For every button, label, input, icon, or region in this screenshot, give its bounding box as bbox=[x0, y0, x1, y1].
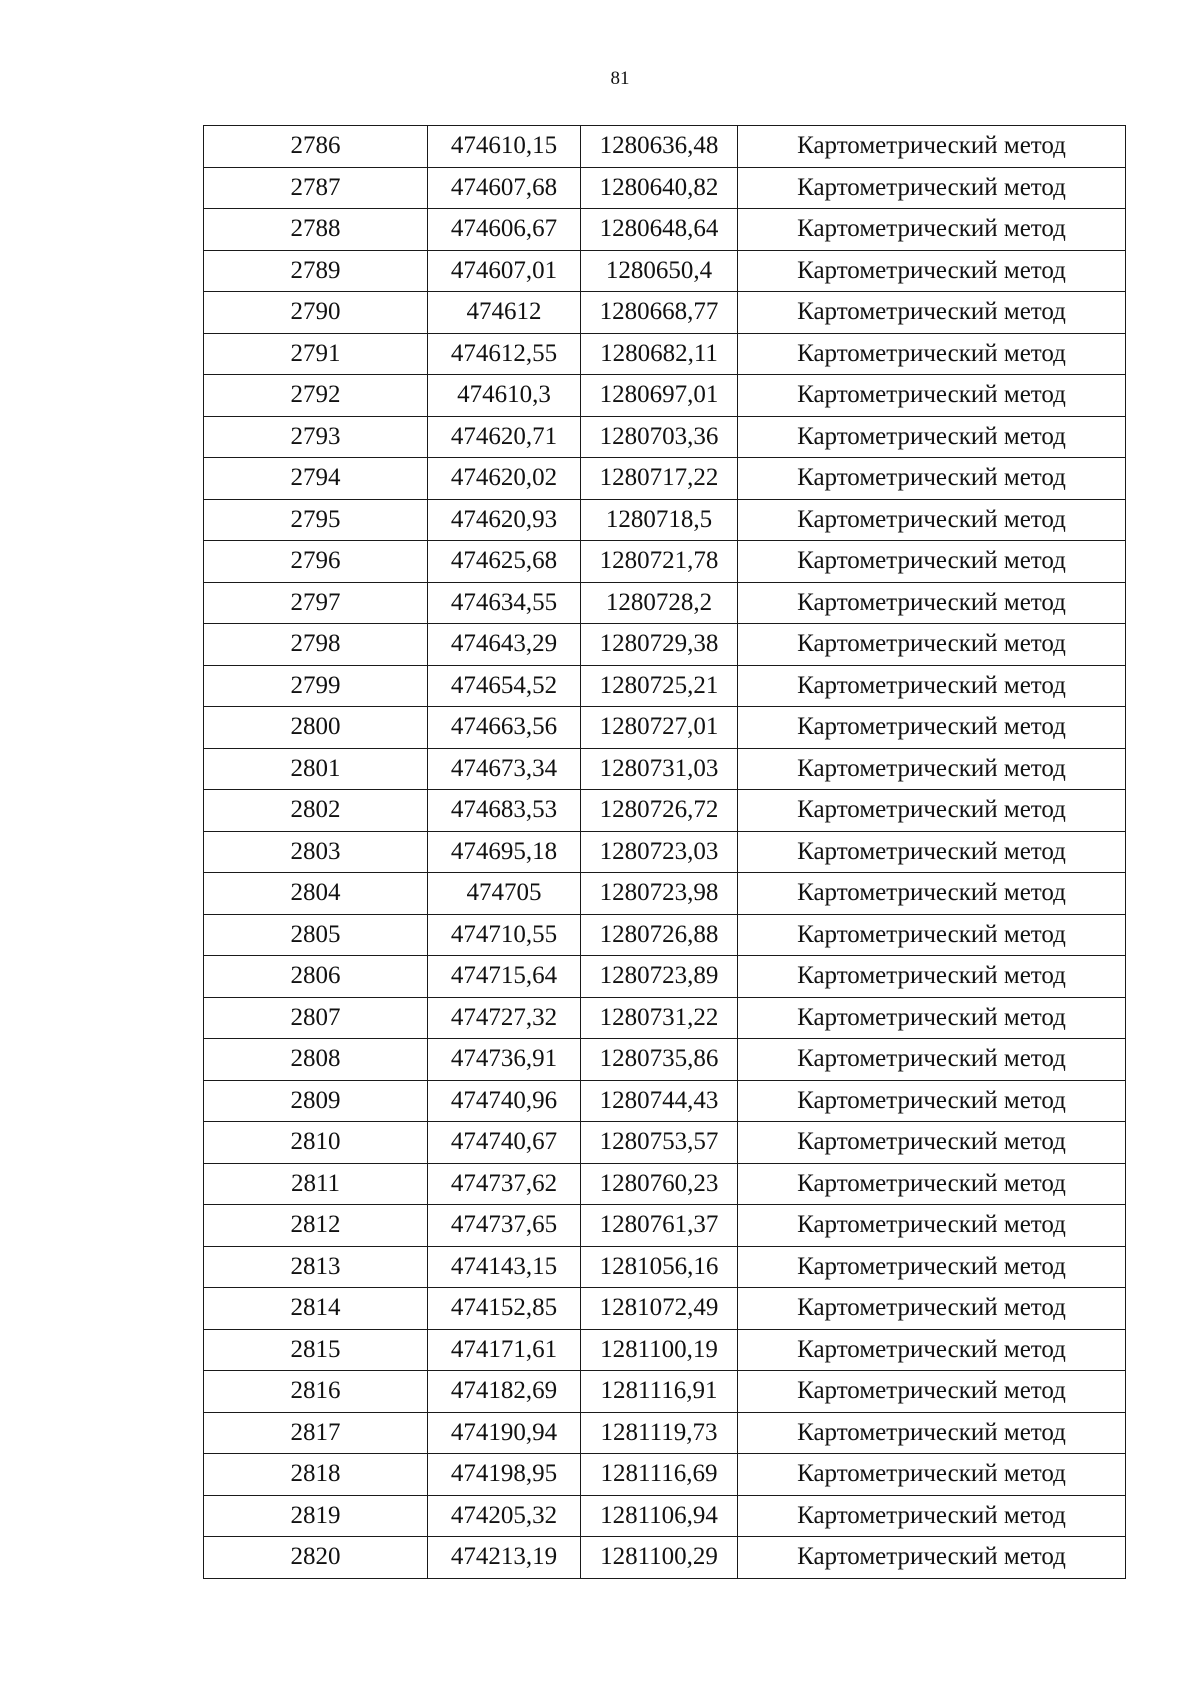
point-number-cell: 2786 bbox=[204, 126, 428, 168]
method-cell: Картометрический метод bbox=[738, 914, 1126, 956]
x-coordinate-cell: 474610,15 bbox=[428, 126, 581, 168]
x-coordinate-cell: 474740,96 bbox=[428, 1080, 581, 1122]
method-cell: Картометрический метод bbox=[738, 1039, 1126, 1081]
table-row bbox=[204, 167, 1126, 209]
point-number-cell: 2806 bbox=[204, 956, 428, 998]
x-coordinate-cell: 474705 bbox=[428, 873, 581, 915]
method-cell: Картометрический метод bbox=[738, 1080, 1126, 1122]
table-row bbox=[204, 1205, 1126, 1247]
table-row bbox=[204, 790, 1126, 832]
x-coordinate-cell: 474612 bbox=[428, 292, 581, 334]
x-coordinate-cell: 474171,61 bbox=[428, 1329, 581, 1371]
point-number-cell: 2787 bbox=[204, 167, 428, 209]
point-number-cell: 2797 bbox=[204, 582, 428, 624]
y-coordinate-cell: 1280682,11 bbox=[581, 333, 738, 375]
table-row bbox=[204, 1454, 1126, 1496]
x-coordinate-cell: 474710,55 bbox=[428, 914, 581, 956]
method-cell: Картометрический метод bbox=[738, 250, 1126, 292]
y-coordinate-cell: 1280735,86 bbox=[581, 1039, 738, 1081]
table-row bbox=[204, 499, 1126, 541]
x-coordinate-cell: 474673,34 bbox=[428, 748, 581, 790]
table-row bbox=[204, 541, 1126, 583]
x-coordinate-cell: 474620,02 bbox=[428, 458, 581, 500]
method-cell: Картометрический метод bbox=[738, 1454, 1126, 1496]
method-cell: Картометрический метод bbox=[738, 956, 1126, 998]
point-number-cell: 2804 bbox=[204, 873, 428, 915]
x-coordinate-cell: 474740,67 bbox=[428, 1122, 581, 1164]
method-cell: Картометрический метод bbox=[738, 167, 1126, 209]
point-number-cell: 2796 bbox=[204, 541, 428, 583]
y-coordinate-cell: 1280723,89 bbox=[581, 956, 738, 998]
y-coordinate-cell: 1280668,77 bbox=[581, 292, 738, 334]
table-row bbox=[204, 333, 1126, 375]
method-cell: Картометрический метод bbox=[738, 458, 1126, 500]
x-coordinate-cell: 474634,55 bbox=[428, 582, 581, 624]
point-number-cell: 2808 bbox=[204, 1039, 428, 1081]
x-coordinate-cell: 474143,15 bbox=[428, 1246, 581, 1288]
x-coordinate-cell: 474213,19 bbox=[428, 1537, 581, 1579]
point-number-cell: 2816 bbox=[204, 1371, 428, 1413]
y-coordinate-cell: 1280648,64 bbox=[581, 209, 738, 251]
point-number-cell: 2788 bbox=[204, 209, 428, 251]
y-coordinate-cell: 1281056,16 bbox=[581, 1246, 738, 1288]
point-number-cell: 2801 bbox=[204, 748, 428, 790]
method-cell: Картометрический метод bbox=[738, 707, 1126, 749]
table-row bbox=[204, 997, 1126, 1039]
y-coordinate-cell: 1280718,5 bbox=[581, 499, 738, 541]
method-cell: Картометрический метод bbox=[738, 1371, 1126, 1413]
point-number-cell: 2818 bbox=[204, 1454, 428, 1496]
coordinates-table bbox=[203, 125, 1126, 1579]
table-row bbox=[204, 250, 1126, 292]
y-coordinate-cell: 1280761,37 bbox=[581, 1205, 738, 1247]
table-row bbox=[204, 831, 1126, 873]
table-row bbox=[204, 1246, 1126, 1288]
method-cell: Картометрический метод bbox=[738, 375, 1126, 417]
point-number-cell: 2819 bbox=[204, 1495, 428, 1537]
y-coordinate-cell: 1280703,36 bbox=[581, 416, 738, 458]
table-row bbox=[204, 1371, 1126, 1413]
point-number-cell: 2807 bbox=[204, 997, 428, 1039]
y-coordinate-cell: 1281116,69 bbox=[581, 1454, 738, 1496]
x-coordinate-cell: 474715,64 bbox=[428, 956, 581, 998]
y-coordinate-cell: 1281119,73 bbox=[581, 1412, 738, 1454]
method-cell: Картометрический метод bbox=[738, 126, 1126, 168]
y-coordinate-cell: 1280753,57 bbox=[581, 1122, 738, 1164]
point-number-cell: 2799 bbox=[204, 665, 428, 707]
method-cell: Картометрический метод bbox=[738, 499, 1126, 541]
point-number-cell: 2791 bbox=[204, 333, 428, 375]
x-coordinate-cell: 474643,29 bbox=[428, 624, 581, 666]
y-coordinate-cell: 1280744,43 bbox=[581, 1080, 738, 1122]
point-number-cell: 2798 bbox=[204, 624, 428, 666]
y-coordinate-cell: 1280728,2 bbox=[581, 582, 738, 624]
table-row bbox=[204, 209, 1126, 251]
point-number-cell: 2820 bbox=[204, 1537, 428, 1579]
table-row bbox=[204, 292, 1126, 334]
table-row bbox=[204, 1122, 1126, 1164]
y-coordinate-cell: 1280723,98 bbox=[581, 873, 738, 915]
point-number-cell: 2803 bbox=[204, 831, 428, 873]
point-number-cell: 2793 bbox=[204, 416, 428, 458]
point-number-cell: 2805 bbox=[204, 914, 428, 956]
page-number: 81 bbox=[610, 68, 630, 89]
x-coordinate-cell: 474620,93 bbox=[428, 499, 581, 541]
table-row bbox=[204, 1288, 1126, 1330]
table-row bbox=[204, 914, 1126, 956]
table-row bbox=[204, 707, 1126, 749]
y-coordinate-cell: 1280760,23 bbox=[581, 1163, 738, 1205]
point-number-cell: 2812 bbox=[204, 1205, 428, 1247]
method-cell: Картометрический метод bbox=[738, 1537, 1126, 1579]
x-coordinate-cell: 474654,52 bbox=[428, 665, 581, 707]
method-cell: Картометрический метод bbox=[738, 209, 1126, 251]
method-cell: Картометрический метод bbox=[738, 1122, 1126, 1164]
point-number-cell: 2789 bbox=[204, 250, 428, 292]
y-coordinate-cell: 1281100,29 bbox=[581, 1537, 738, 1579]
x-coordinate-cell: 474182,69 bbox=[428, 1371, 581, 1413]
y-coordinate-cell: 1280636,48 bbox=[581, 126, 738, 168]
x-coordinate-cell: 474152,85 bbox=[428, 1288, 581, 1330]
y-coordinate-cell: 1280726,88 bbox=[581, 914, 738, 956]
point-number-cell: 2813 bbox=[204, 1246, 428, 1288]
table-row bbox=[204, 375, 1126, 417]
x-coordinate-cell: 474737,65 bbox=[428, 1205, 581, 1247]
method-cell: Картометрический метод bbox=[738, 831, 1126, 873]
point-number-cell: 2792 bbox=[204, 375, 428, 417]
x-coordinate-cell: 474205,32 bbox=[428, 1495, 581, 1537]
x-coordinate-cell: 474607,01 bbox=[428, 250, 581, 292]
table-row bbox=[204, 1039, 1126, 1081]
table-row bbox=[204, 1412, 1126, 1454]
method-cell: Картометрический метод bbox=[738, 873, 1126, 915]
table-row bbox=[204, 624, 1126, 666]
method-cell: Картометрический метод bbox=[738, 1246, 1126, 1288]
method-cell: Картометрический метод bbox=[738, 1495, 1126, 1537]
method-cell: Картометрический метод bbox=[738, 541, 1126, 583]
table-row bbox=[204, 1080, 1126, 1122]
x-coordinate-cell: 474737,62 bbox=[428, 1163, 581, 1205]
method-cell: Картометрический метод bbox=[738, 1288, 1126, 1330]
y-coordinate-cell: 1280717,22 bbox=[581, 458, 738, 500]
method-cell: Картометрический метод bbox=[738, 1163, 1126, 1205]
y-coordinate-cell: 1280721,78 bbox=[581, 541, 738, 583]
x-coordinate-cell: 474620,71 bbox=[428, 416, 581, 458]
table-row bbox=[204, 1495, 1126, 1537]
table-row bbox=[204, 1537, 1126, 1579]
table-row bbox=[204, 126, 1126, 168]
method-cell: Картометрический метод bbox=[738, 790, 1126, 832]
x-coordinate-cell: 474727,32 bbox=[428, 997, 581, 1039]
x-coordinate-cell: 474625,68 bbox=[428, 541, 581, 583]
y-coordinate-cell: 1281116,91 bbox=[581, 1371, 738, 1413]
method-cell: Картометрический метод bbox=[738, 665, 1126, 707]
y-coordinate-cell: 1280727,01 bbox=[581, 707, 738, 749]
x-coordinate-cell: 474190,94 bbox=[428, 1412, 581, 1454]
x-coordinate-cell: 474607,68 bbox=[428, 167, 581, 209]
point-number-cell: 2790 bbox=[204, 292, 428, 334]
point-number-cell: 2817 bbox=[204, 1412, 428, 1454]
method-cell: Картометрический метод bbox=[738, 1329, 1126, 1371]
method-cell: Картометрический метод bbox=[738, 292, 1126, 334]
method-cell: Картометрический метод bbox=[738, 997, 1126, 1039]
point-number-cell: 2809 bbox=[204, 1080, 428, 1122]
method-cell: Картометрический метод bbox=[738, 748, 1126, 790]
y-coordinate-cell: 1280731,03 bbox=[581, 748, 738, 790]
method-cell: Картометрический метод bbox=[738, 624, 1126, 666]
x-coordinate-cell: 474606,67 bbox=[428, 209, 581, 251]
y-coordinate-cell: 1281100,19 bbox=[581, 1329, 738, 1371]
point-number-cell: 2814 bbox=[204, 1288, 428, 1330]
table-row bbox=[204, 665, 1126, 707]
x-coordinate-cell: 474612,55 bbox=[428, 333, 581, 375]
table-row bbox=[204, 416, 1126, 458]
method-cell: Картометрический метод bbox=[738, 1412, 1126, 1454]
x-coordinate-cell: 474198,95 bbox=[428, 1454, 581, 1496]
y-coordinate-cell: 1280726,72 bbox=[581, 790, 738, 832]
x-coordinate-cell: 474683,53 bbox=[428, 790, 581, 832]
point-number-cell: 2794 bbox=[204, 458, 428, 500]
y-coordinate-cell: 1280731,22 bbox=[581, 997, 738, 1039]
x-coordinate-cell: 474610,3 bbox=[428, 375, 581, 417]
method-cell: Картометрический метод bbox=[738, 1205, 1126, 1247]
y-coordinate-cell: 1280729,38 bbox=[581, 624, 738, 666]
method-cell: Картометрический метод bbox=[738, 582, 1126, 624]
x-coordinate-cell: 474736,91 bbox=[428, 1039, 581, 1081]
y-coordinate-cell: 1281072,49 bbox=[581, 1288, 738, 1330]
table-row bbox=[204, 458, 1126, 500]
point-number-cell: 2802 bbox=[204, 790, 428, 832]
point-number-cell: 2800 bbox=[204, 707, 428, 749]
method-cell: Картометрический метод bbox=[738, 333, 1126, 375]
y-coordinate-cell: 1280640,82 bbox=[581, 167, 738, 209]
table-row bbox=[204, 582, 1126, 624]
y-coordinate-cell: 1280723,03 bbox=[581, 831, 738, 873]
method-cell: Картометрический метод bbox=[738, 416, 1126, 458]
y-coordinate-cell: 1280697,01 bbox=[581, 375, 738, 417]
point-number-cell: 2810 bbox=[204, 1122, 428, 1164]
point-number-cell: 2795 bbox=[204, 499, 428, 541]
x-coordinate-cell: 474663,56 bbox=[428, 707, 581, 749]
table-row bbox=[204, 873, 1126, 915]
y-coordinate-cell: 1281106,94 bbox=[581, 1495, 738, 1537]
table-row bbox=[204, 956, 1126, 998]
table-row bbox=[204, 748, 1126, 790]
point-number-cell: 2811 bbox=[204, 1163, 428, 1205]
y-coordinate-cell: 1280650,4 bbox=[581, 250, 738, 292]
table-row bbox=[204, 1163, 1126, 1205]
x-coordinate-cell: 474695,18 bbox=[428, 831, 581, 873]
table-row bbox=[204, 1329, 1126, 1371]
y-coordinate-cell: 1280725,21 bbox=[581, 665, 738, 707]
point-number-cell: 2815 bbox=[204, 1329, 428, 1371]
coordinates-table-body bbox=[204, 126, 1126, 1579]
